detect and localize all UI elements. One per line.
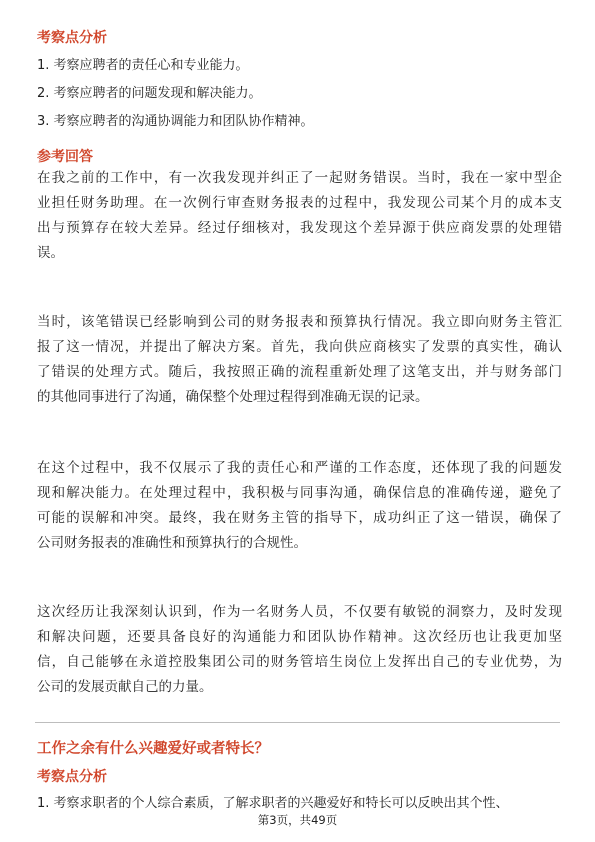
paragraph-line: 误。	[37, 245, 64, 261]
paragraph-line: 公司的发展贡献自己的力量。	[37, 679, 213, 695]
paragraph-line: 和解决问题，还要具备良好的沟通能力和团队协作精神。这次经历也让我更加坚	[37, 629, 562, 645]
analysis-heading: 考察点分析	[37, 30, 107, 46]
paragraph-line: 报了这一情况，并提出了解决方案。首先，我向供应商核实了发票的真实性，确认	[37, 339, 562, 355]
page-number: 第3页，共49页	[257, 813, 338, 827]
analysis-item-1: 1. 考察应聘者的责任心和专业能力。	[37, 58, 249, 73]
paragraph-line: 信，自己能够在永道控股集团公司的财务管培生岗位上发挥出自己的专业优势，为	[37, 654, 562, 670]
answer-paragraph-2	[37, 310, 562, 410]
answer-heading: 参考回答	[37, 149, 93, 165]
paragraph-line: 的其他同事进行了沟通，确保整个处理过程得到准确无误的记录。	[37, 389, 429, 405]
paragraph-line: 现和解决能力。在处理过程中，我积极与同事沟通，确保信息的准确传递，避免了	[37, 485, 562, 501]
analysis-item-2: 2. 考察应聘者的问题发现和解决能力。	[37, 86, 262, 101]
paragraph-line: 了错误的处理方式。随后，我按照正确的流程重新处理了这笔支出，并与财务部门	[37, 364, 562, 380]
paragraph-line: 公司财务报表的准确性和预算执行的合规性。	[37, 535, 307, 551]
paragraph-line: 在我之前的工作中，有一次我发现并纠正了一起财务错误。当时，我在一家中型企	[37, 170, 562, 186]
analysis-item-3: 3. 考察应聘者的沟通协调能力和团队协作精神。	[37, 114, 314, 129]
analysis-item-2-1: 1. 考察求职者的个人综合素质，了解求职者的兴趣爱好和特长可以反映出其个性、	[37, 796, 509, 811]
analysis-heading-2: 考察点分析	[37, 769, 107, 785]
answer-paragraph-4	[37, 600, 562, 700]
paragraph-line: 当时，该笔错误已经影响到公司的财务报表和预算执行情况。我立即向财务主管汇	[37, 314, 562, 330]
answer-paragraph-1	[37, 166, 562, 266]
paragraph-line: 业担任财务助理。在一次例行审查财务报表的过程中，我发现公司某个月的成本支	[37, 195, 562, 211]
paragraph-line: 在这个过程中，我不仅展示了我的责任心和严谨的工作态度，还体现了我的问题发	[37, 460, 562, 476]
paragraph-line: 可能的误解和冲突。最终，我在财务主管的指导下，成功纠正了这一错误，确保了	[37, 510, 562, 526]
answer-paragraph-3	[37, 456, 562, 556]
section-divider	[35, 722, 560, 723]
paragraph-line: 出与预算存在较大差异。经过仔细核对，我发现这个差异源于供应商发票的处理错	[37, 220, 562, 236]
question-title: 工作之余有什么兴趣爱好或者特长？	[37, 741, 269, 757]
paragraph-line: 这次经历让我深刻认识到，作为一名财务人员，不仅要有敏锐的洞察力，及时发现	[37, 604, 562, 620]
